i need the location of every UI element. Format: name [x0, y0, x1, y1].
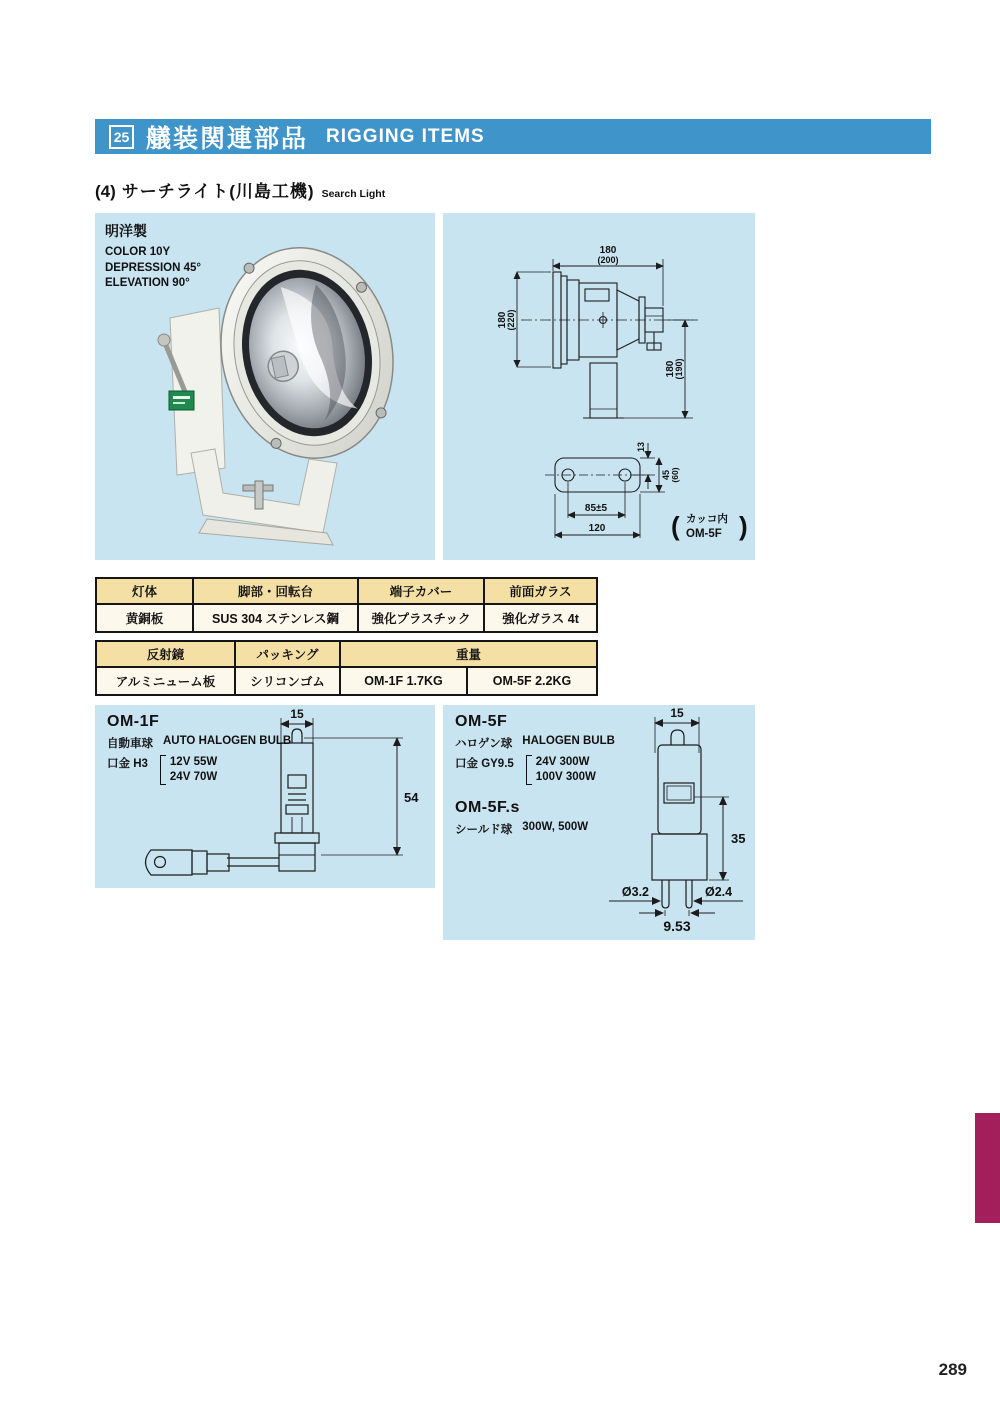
t1-value-front-glass: 強化ガラス 4t [502, 612, 579, 626]
dim-depth-alt-label: (190) [674, 358, 684, 380]
nameplate-text-line2 [173, 402, 185, 404]
om5f-pin-right-dia: Ø2.4 [705, 885, 733, 899]
om1f-rating-12v: 12V 55W [169, 756, 218, 768]
note-paren-close: ) [739, 511, 748, 541]
spec-table-2 [95, 640, 598, 696]
om5f-base: 口金 GY9.5 [455, 758, 514, 770]
om1f-dim-height: 54 [404, 790, 419, 805]
photo-note-elevation: ELEVATION 90° [105, 277, 190, 289]
lamp-head [202, 232, 412, 475]
page-number: 289 [938, 1360, 967, 1379]
om5f-pin-pitch: 9.53 [663, 918, 691, 934]
om5f-rating-100v: 100V 300W [535, 771, 596, 783]
dim-width-label: 180 [599, 245, 617, 256]
om5f-type-jp: ハロゲン球 [455, 738, 513, 750]
spec-table-2-value-row [97, 668, 596, 694]
clamp-screw-shaft [255, 481, 263, 509]
section-title-en: Search Light [321, 188, 386, 200]
dimension-drawing [443, 213, 755, 560]
om5fs-model: OM-5F.s [455, 799, 520, 816]
photo-notes [105, 221, 201, 292]
photo-panel [95, 213, 435, 560]
spec-table-2-header-row [97, 642, 596, 668]
om5f-rating-24v: 24V 300W [535, 756, 590, 768]
nameplate-label [169, 391, 194, 410]
om5fs-type-jp: シールド球 [455, 824, 513, 836]
t1-value-terminal-cover: 強化プラスチック [359, 605, 485, 631]
spec-table-1 [95, 577, 598, 633]
nameplate-text-line [173, 396, 190, 399]
t2-value-packing: シリコンゴム [236, 668, 341, 694]
t2-value-weight-om5f: OM-5F 2.2KG [492, 674, 572, 688]
plate-hole-pitch-label: 85±5 [584, 503, 608, 514]
handle-knob [158, 334, 170, 346]
om1f-type-en: AUTO HALOGEN BULB [163, 735, 292, 747]
chapter-number-box: 25 [109, 125, 134, 149]
header-title-en: RIGGING ITEMS [326, 125, 485, 147]
om1f-type-jp: 自動車球 [107, 738, 153, 750]
t1-header-terminal-cover: 端子カバー [359, 579, 485, 605]
om5f-type-en: HALOGEN BULB [522, 735, 615, 747]
om1f-panel [95, 705, 435, 888]
om1f-base: 口金 H3 [107, 758, 148, 770]
side-index-tab [975, 1113, 1000, 1223]
om5f-pin-left-dia: Ø3.2 [621, 885, 649, 899]
plate-height-label: 45 [661, 469, 671, 481]
t2-header-packing: パッキング [236, 642, 341, 668]
om5f-panel [443, 705, 755, 940]
t2-value-reflector: アルミニューム板 [97, 668, 236, 694]
plate-offset-label: 13 [636, 441, 646, 453]
om5f-model: OM-5F [455, 713, 508, 730]
om5fs-rating: 300W, 500W [522, 821, 589, 833]
dim-depth-label: 180 [665, 360, 676, 378]
note-paren-open: ( [671, 511, 680, 541]
note-line2: OM-5F [686, 528, 722, 540]
om1f-model: OM-1F [107, 713, 160, 730]
header-title-jp: 艤装関連部品 [146, 124, 309, 153]
om1f-rating-24v: 24V 70W [169, 771, 218, 783]
t2-header-weight: 重量 [341, 642, 596, 668]
t1-header-base: 脚部・回転台 [194, 579, 359, 605]
t1-header-front-glass: 前面ガラス [485, 579, 596, 605]
spec-table-1-value-row [97, 605, 596, 631]
dim-width-alt-label: (200) [597, 255, 619, 265]
photo-note-color: COLOR 10Y [105, 246, 171, 258]
om5f-dim-height: 35 [731, 831, 746, 846]
om1f-dim-width: 15 [290, 707, 304, 721]
header-bar [95, 119, 931, 154]
t2-header-reflector: 反射鏡 [97, 642, 236, 668]
spec-table-1-header-row [97, 579, 596, 605]
om5f-dim-width: 15 [670, 706, 684, 720]
t1-value-body: 黄銅板 [97, 605, 194, 631]
t2-value-weight-om1f: OM-1F 1.7KG [341, 668, 468, 694]
ratings-bracket [160, 755, 166, 785]
dim-height-label: 180 [497, 311, 508, 329]
t1-value-base: SUS 304 ステンレス鋼 [194, 605, 359, 631]
ratings-bracket [526, 755, 532, 785]
section-heading [95, 177, 385, 202]
photo-note-depression: DEPRESSION 45° [105, 261, 201, 274]
om5f-text [455, 713, 615, 837]
dimension-drawing-panel [443, 213, 755, 560]
om1f-text [107, 713, 291, 785]
t1-header-body: 灯体 [97, 579, 194, 605]
maker-label: 明洋製 [105, 223, 147, 239]
plate-width-label: 120 [588, 523, 606, 534]
section-index: (4) [95, 182, 116, 201]
section-title-jp: サーチライト(川島工機) [121, 182, 315, 201]
dim-height-alt-label: (220) [506, 309, 516, 331]
plate-height-alt-label: (60) [670, 467, 680, 483]
note-line1: カッコ内 [686, 513, 728, 525]
